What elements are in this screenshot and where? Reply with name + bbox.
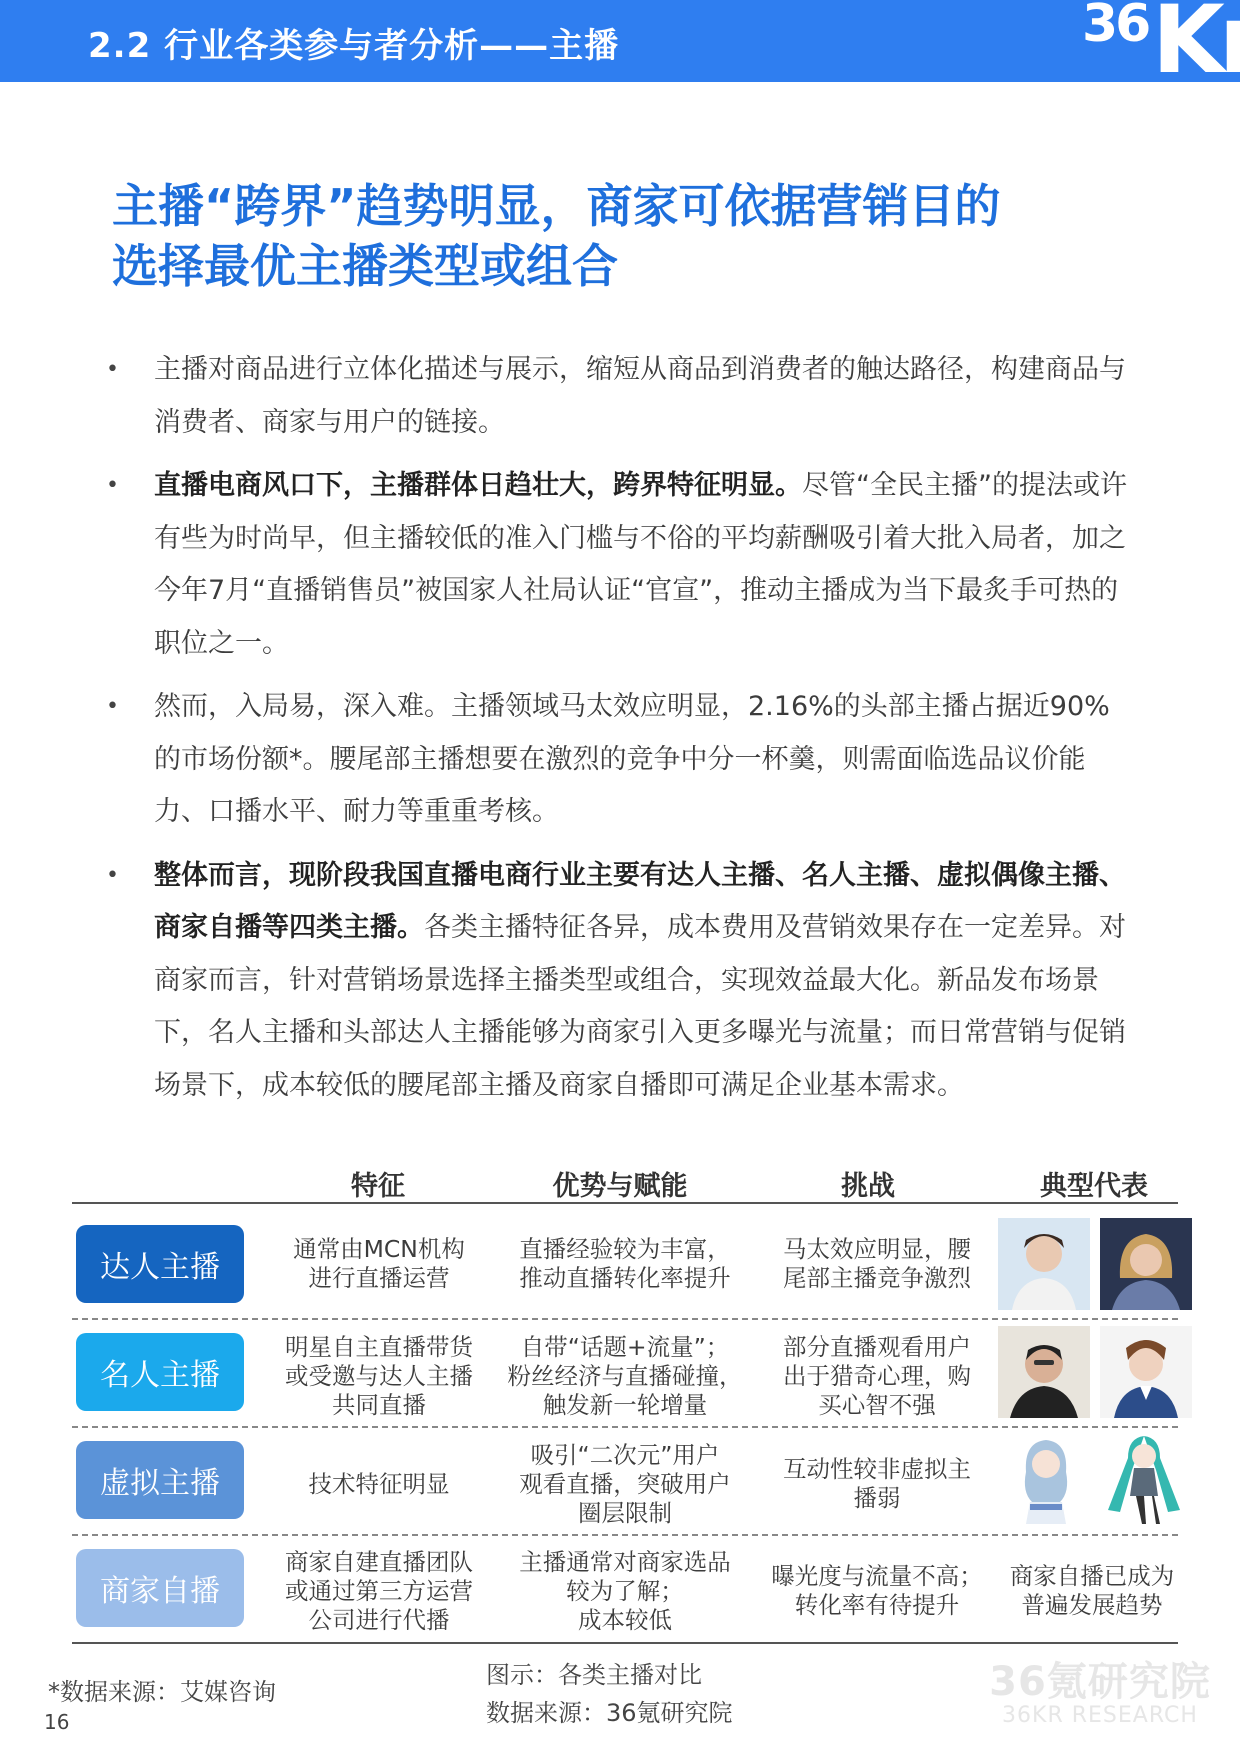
cell-advantage: 直播经验较为丰富， 推动直播转化率提升 [519,1235,731,1292]
virtual-idol-illustration [1000,1432,1092,1528]
logo-kr-text: Kr [1152,0,1259,95]
bullet-item [106,850,1136,1113]
representative-photo [1100,1218,1192,1310]
cell-challenge: 部分直播观看用户 出于猎奇心理，购 买心智不强 [783,1332,971,1419]
cell-challenge: 曝光度与流量不高； 转化率有待提升 [771,1562,983,1619]
representative-photo [998,1326,1090,1418]
bullet-text: 尽管“全民主播”的提法或许有些为时尚早，但主播较低的准入门槛与不俗的平均薪酬吸引着大批入局者，加之今年7月“直播销售员”被国家人社局认证“官宣”，推动主播成为当下最炙手可热的职位之一。 [154,470,1127,659]
col-header-advantage: 优势与赋能 [552,1171,688,1202]
cell-advantage: 主播通常对商家选品 较为了解； 成本较低 [519,1547,731,1634]
headline-line-1: 主播“跨界”趋势明显，商家可依据营销目的 [112,179,1001,233]
figure-caption [486,1656,733,1732]
cell-representative: 商家自播已成为 普遍发展趋势 [1009,1562,1175,1619]
representative-photo [998,1218,1090,1310]
caption-title: 图示：各类主播对比 [486,1661,702,1689]
type-label-celebrity: 名人主播 [76,1333,244,1411]
row-divider [72,1318,1178,1320]
cell-feature: 明星自主直播带货 或受邀与达人主播 共同直播 [285,1332,473,1419]
cell-feature: 技术特征明显 [308,1469,450,1498]
bullet-item [106,460,1136,670]
watermark-logo [985,1650,1215,1728]
col-header-representative: 典型代表 [1040,1171,1148,1202]
bullet-bold-text: 整体而言，现阶段我国直播电商行业主要有达人主播、名人主播、虚拟偶像主播、商家自播等四类主播。 [154,859,1126,943]
bullet-text: 各类主播特征各异，成本费用及营销效果存在一定差异。对商家而言，针对营销场景选择主播类型或组合，实现效益最大化。新品发布场景下，名人主播和头部达人主播能够为商家引入更多曝光与流量；而日常营销与促销场景下，成本较低的腰尾部主播及商家自播即可满足企业基本需求。 [154,912,1126,1101]
row-divider [72,1426,1178,1428]
caption-source: 数据来源：36氪研究院 [486,1699,733,1727]
data-source-note: *数据来源：艾媒咨询 [48,1678,276,1706]
type-label-virtual: 虚拟主播 [76,1441,244,1519]
bullet-dot-icon: • [106,357,119,382]
bullet-dot-icon: • [106,694,119,719]
headline-line-2: 选择最优主播类型或组合 [112,239,618,293]
bullet-item [106,681,1136,839]
type-label-merchant: 商家自播 [76,1549,244,1627]
bullet-text: 主播对商品进行立体化描述与展示，缩短从商品到消费者的触达路径，构建商品与消费者、商家与用户的链接。 [154,354,1126,438]
virtual-idol-illustration [1098,1430,1190,1526]
cell-advantage: 自带“话题+流量”； 粉丝经济与直播碰撞， 触发新一轮增量 [507,1332,743,1419]
cell-feature: 商家自建直播团队 或通过第三方运营 公司进行代播 [285,1547,473,1634]
bullet-bold-text: 直播电商风口下，主播群体日趋壮大，跨界特征明显。 [154,470,802,501]
watermark-en: 36KR RESEARCH [1002,1703,1198,1728]
col-header-feature: 特征 [351,1171,405,1202]
page-headline [112,176,1152,296]
logo-36-text: 36 [1082,0,1149,54]
bullet-text: 然而，入局易，深入难。主播领域马太效应明显，2.16%的头部主播占据近90%的市场份额*。腰尾部主播想要在激烈的竞争中分一杯羹，则需面临选品议价能力、口播水平、耐力等重重考核。 [154,691,1110,827]
row-divider [72,1534,1178,1536]
bullet-item [106,344,1136,449]
bullet-dot-icon: • [106,473,119,498]
bullet-dot-icon: • [106,862,119,888]
representative-photo [1100,1326,1192,1418]
col-header-challenge: 挑战 [841,1171,895,1202]
watermark-cn: 36氪研究院 [989,1659,1211,1705]
page-number: 16 [44,1710,70,1734]
cell-advantage: 吸引“二次元”用户 观看直播，突破用户 圈层限制 [519,1440,731,1527]
table-top-rule [72,1202,1178,1204]
cell-challenge: 互动性较非虚拟主 播弱 [783,1455,971,1512]
cell-feature: 通常由MCN机构 进行直播运营 [293,1235,465,1292]
36kr-logo [1080,0,1259,95]
cell-challenge: 马太效应明显，腰 尾部主播竞争激烈 [783,1235,971,1292]
type-label-daren: 达人主播 [76,1225,244,1303]
table-bottom-rule [72,1642,1178,1644]
header-bar [0,0,1259,95]
section-title: 2.2 行业各类参与者分析——主播 [88,26,620,66]
bullet-list [106,344,1136,1123]
